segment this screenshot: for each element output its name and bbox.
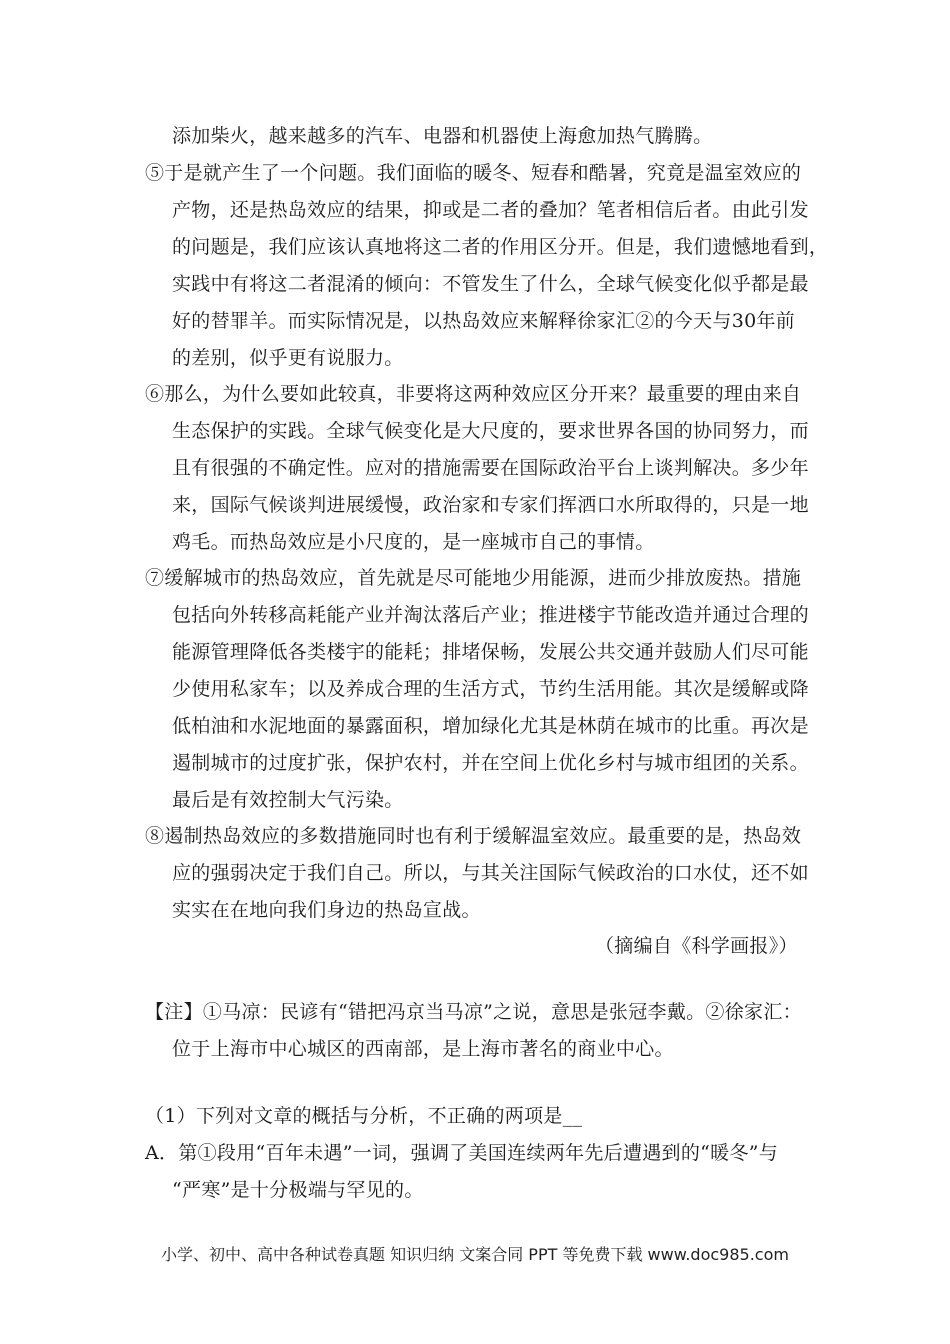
footnote-line: 【注】①马凉：民谚有“错把冯京当马凉”之说，意思是张冠李戴。②徐家汇： [145, 1001, 802, 1023]
source-attribution: （摘编自《科学画报》） [595, 935, 798, 957]
paragraph-8-line: 实实在在地向我们身边的热岛宣战。 [172, 899, 481, 921]
paragraph-5-line: 实践中有将这二者混淆的倾向：不管发生了什么，全球气候变化似乎都是最 [172, 273, 809, 295]
paragraph-6-line: 来，国际气候谈判进展缓慢，政治家和专家们挥洒口水所取得的，只是一地 [172, 494, 809, 516]
paragraph-5-line: 的问题是，我们应该认真地将这二者的作用区分开。但是，我们遗憾地看到， [172, 236, 829, 258]
paragraph-5-line: 产物，还是热岛效应的结果，抑或是二者的叠加？笔者相信后者。由此引发 [172, 199, 809, 221]
footnote-line: 位于上海市中心城区的西南部，是上海市著名的商业中心。 [172, 1038, 674, 1060]
paragraph-7-line: 少使用私家车；以及养成合理的生活方式，节约生活用能。其次是缓解或降 [172, 678, 809, 700]
option-a-line: “严寒”是十分极端与罕见的。 [172, 1179, 424, 1201]
paragraph-7-line: 能源管理降低各类楼宇的能耗；排堵保畅，发展公共交通并鼓励人们尽可能 [172, 641, 809, 663]
page-footer: 小学、初中、高中各种试卷真题 知识归纳 文案合同 PPT 等免费下载 www.doc985.com [161, 1245, 789, 1264]
option-a-line: A．第①段用“百年未遇”一词，强调了美国连续两年先后遭遇到的“暖冬”与 [145, 1142, 779, 1164]
paragraph-7-line: ⑦缓解城市的热岛效应，首先就是尽可能地少用能源，进而少排放废热。措施 [145, 567, 802, 589]
paragraph-6-line: 鸡毛。而热岛效应是小尺度的，是一座城市自己的事情。 [172, 531, 655, 553]
paragraph-5-line: 的差别，似乎更有说服力。 [172, 347, 404, 369]
paragraph-8-line: ⑧遏制热岛效应的多数措施同时也有利于缓解温室效应。最重要的是，热岛效 [145, 825, 802, 847]
paragraph-7-line: 包括向外转移高耗能产业并淘汰落后产业；推进楼宇节能改造并通过合理的 [172, 604, 809, 626]
paragraph-5-line: ⑤于是就产生了一个问题。我们面临的暖冬、短春和酷暑，究竟是温室效应的 [145, 162, 802, 184]
paragraph-4-line: 添加柴火，越来越多的汽车、电器和机器使上海愈加热气腾腾。 [172, 125, 713, 147]
paragraph-6-line: 且有很强的不确定性。应对的措施需要在国际政治平台上谈判解决。多少年 [172, 457, 809, 479]
paragraph-6-line: 生态保护的实践。全球气候变化是大尺度的，要求世界各国的协同努力，而 [172, 420, 809, 442]
paragraph-7-line: 最后是有效控制大气污染。 [172, 789, 404, 811]
paragraph-5-line: 好的替罪羊。而实际情况是，以热岛效应来解释徐家汇②的今天与30年前 [172, 310, 796, 332]
paragraph-6-line: ⑥那么，为什么要如此较真，非要将这两种效应区分开来？最重要的理由来自 [145, 383, 802, 405]
paragraph-7-line: 遏制城市的过度扩张，保护农村，并在空间上优化乡村与城市组团的关系。 [172, 752, 809, 774]
paragraph-8-line: 应的强弱决定于我们自己。所以，与其关注国际气候政治的口水仗，还不如 [172, 862, 809, 884]
question-stem: （1）下列对文章的概括与分析，不正确的两项是__ [145, 1105, 583, 1127]
paragraph-7-line: 低柏油和水泥地面的暴露面积，增加绿化尤其是林荫在城市的比重。再次是 [172, 715, 809, 737]
